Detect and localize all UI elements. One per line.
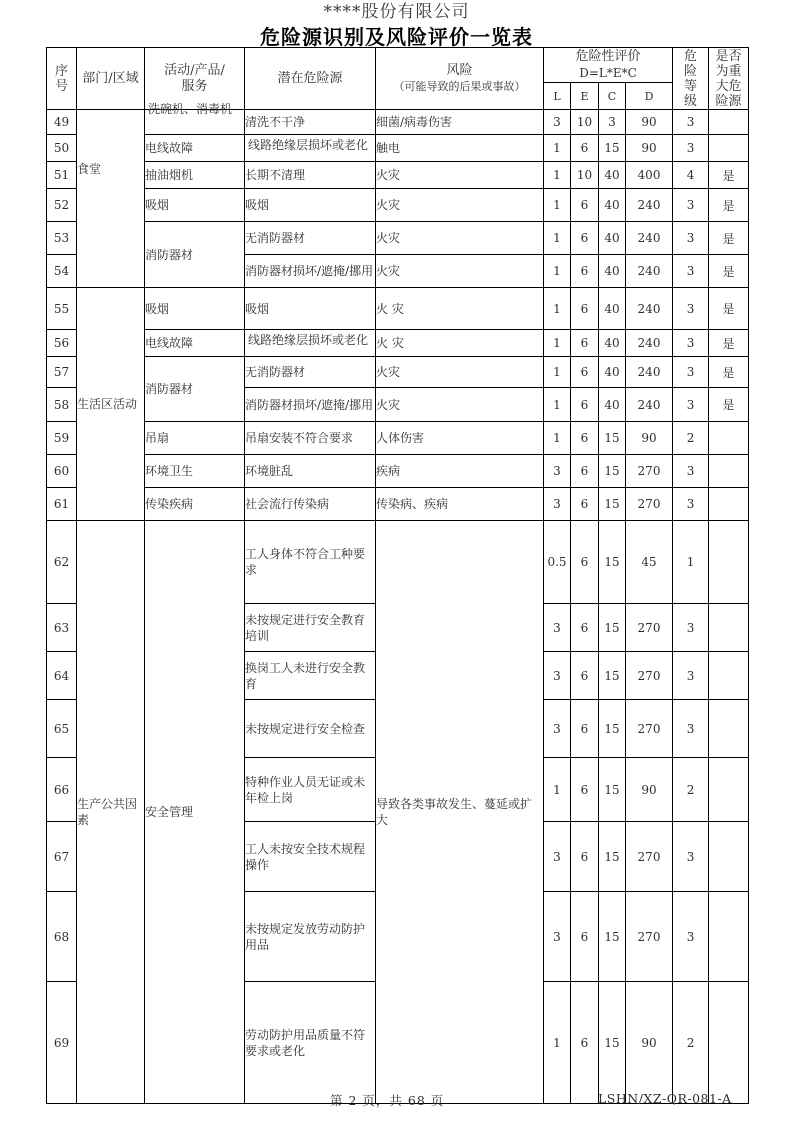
cell-C: 40 [599,255,626,288]
cell-major [709,455,749,488]
risk-assessment-table [46,47,749,1104]
cell-seq: 64 [47,652,77,700]
cell-hazard: 清洗不干净 [245,110,376,135]
cell-seq: 63 [47,604,77,652]
cell-E: 10 [571,110,599,135]
cell-major [709,982,749,1104]
cell-C: 15 [599,135,626,162]
cell-level: 3 [673,135,709,162]
cell-D: 90 [626,135,673,162]
cell-level: 3 [673,455,709,488]
cell-level: 3 [673,822,709,892]
col-header-E: E [571,83,599,110]
cell-D: 90 [626,422,673,455]
cell-L: 3 [544,110,571,135]
cell-seq: 65 [47,700,77,758]
cell-major [709,700,749,758]
cell-seq: 53 [47,222,77,255]
cell-E: 6 [571,189,599,222]
cell-C: 40 [599,330,626,357]
col-header-L: L [544,83,571,110]
cell-L: 3 [544,892,571,982]
cell-C: 15 [599,892,626,982]
cell-hazard: 无消防器材 [245,357,376,388]
cell-activity [145,102,245,135]
cell-dept-living-area: 生活区活动 [77,288,145,521]
cell-major [709,892,749,982]
cell-C: 15 [599,488,626,521]
cell-E: 6 [571,357,599,388]
cell-E: 6 [571,388,599,422]
cell-hazard: 长期不清理 [245,162,376,189]
cell-L: 1 [544,162,571,189]
col-header-hazard: 潜在危险源 [245,48,376,110]
cell-D: 240 [626,288,673,330]
cell-L: 3 [544,604,571,652]
cell-level: 3 [673,892,709,982]
cell-hazard: 未按规定进行安全教育培训 [245,604,376,652]
cell-activity: 消防器材 [145,222,245,288]
cell-risk: 火灾 [376,189,544,222]
cell-C: 15 [599,422,626,455]
cell-hazard: 特种作业人员无证或未年检上岗 [245,758,376,822]
col-header-D: D [626,83,673,110]
cell-activity: 电线故障 [145,135,245,162]
cell-hazard: 未按规定进行安全检查 [245,700,376,758]
cell-E: 6 [571,758,599,822]
cell-major: 是 [709,189,749,222]
cell-E: 6 [571,288,599,330]
cell-L: 1 [544,135,571,162]
cell-level: 3 [673,652,709,700]
table-row [47,455,749,488]
cell-D: 270 [626,822,673,892]
cell-major: 是 [709,330,749,357]
cell-level: 2 [673,422,709,455]
table-row [47,521,749,604]
cell-E: 6 [571,892,599,982]
cell-L: 3 [544,488,571,521]
cell-C: 40 [599,388,626,422]
cell-C: 15 [599,521,626,604]
cell-level: 3 [673,604,709,652]
hazard-label: 线路绝缘层损坏或老化 [248,138,369,152]
cell-risk: 火灾 [376,222,544,255]
cell-hazard: 环境脏乱 [245,455,376,488]
col-header-risk-sub: （可能导致的后果或事故） [393,80,526,93]
company-name: ****股份有限公司 [323,2,470,22]
cell-E: 6 [571,521,599,604]
cell-C: 15 [599,822,626,892]
cell-risk: 触电 [376,135,544,162]
cell-E: 6 [571,982,599,1104]
col-header-risk [376,48,544,110]
table-row [47,357,749,388]
cell-level: 3 [673,388,709,422]
cell-D: 270 [626,652,673,700]
cell-hazard [245,330,376,357]
cell-major: 是 [709,357,749,388]
cell-E: 6 [571,330,599,357]
cell-activity: 吸烟 [145,189,245,222]
cell-E: 10 [571,162,599,189]
cell-seq: 59 [47,422,77,455]
cell-E: 6 [571,135,599,162]
cell-hazard: 工人身体不符合工种要求 [245,521,376,604]
cell-risk: 疾病 [376,455,544,488]
cell-seq: 68 [47,892,77,982]
cell-risk: 人体伤害 [376,422,544,455]
cell-hazard: 消防器材损坏/遮掩/挪用 [245,388,376,422]
cell-seq: 57 [47,357,77,388]
cell-level: 3 [673,255,709,288]
cell-major [709,135,749,162]
col-header-seq: 序 号 [47,48,77,110]
footer-document-code: LSHN/XZ-QR-081-A [598,1091,732,1106]
cell-D: 240 [626,189,673,222]
cell-risk: 火灾 [376,255,544,288]
cell-risk: 火灾 [376,357,544,388]
hazard-label: 线路绝缘层损坏或老化 [248,333,369,347]
cell-activity: 消防器材 [145,357,245,422]
cell-D: 240 [626,357,673,388]
cell-seq: 58 [47,388,77,422]
cell-risk: 火 灾 [376,330,544,357]
cell-activity-safety-mgmt: 安全管理 [145,521,245,1104]
cell-D: 270 [626,700,673,758]
cell-D: 400 [626,162,673,189]
cell-seq: 60 [47,455,77,488]
col-header-evaluation [544,48,673,83]
cell-level: 2 [673,758,709,822]
cell-activity: 传染疾病 [145,488,245,521]
col-header-major: 是否 为重 大危 险源 [709,48,749,110]
evaluation-formula: D=L*E*C [579,65,637,80]
table-row [47,135,749,162]
cell-E: 6 [571,422,599,455]
cell-L: 1 [544,388,571,422]
cell-hazard: 消防器材损坏/遮掩/挪用 [245,255,376,288]
cell-dept-production: 生产公共因素 [77,521,145,1104]
evaluation-label: 危险性评价 [575,48,641,64]
table-row [47,488,749,521]
cell-major [709,521,749,604]
cell-D: 90 [626,982,673,1104]
cell-L: 3 [544,652,571,700]
cell-level: 3 [673,222,709,255]
cell-C: 15 [599,604,626,652]
cell-activity: 吸烟 [145,288,245,330]
cell-hazard: 吊扇安装不符合要求 [245,422,376,455]
cell-level: 3 [673,330,709,357]
cell-E: 6 [571,604,599,652]
cell-C: 15 [599,700,626,758]
cell-L: 0.5 [544,521,571,604]
cell-D: 270 [626,488,673,521]
cell-seq: 55 [47,288,77,330]
cell-C: 40 [599,357,626,388]
col-header-risk-main: 风险 [446,63,473,78]
cell-major [709,422,749,455]
cell-level: 4 [673,162,709,189]
cell-E: 6 [571,652,599,700]
cell-activity: 抽油烟机 [145,162,245,189]
cell-D: 90 [626,110,673,135]
cell-level: 3 [673,189,709,222]
cell-L: 1 [544,357,571,388]
col-header-level: 危 险 等 级 [673,48,709,110]
col-header-dept: 部门/区域 [77,48,145,110]
cell-major: 是 [709,162,749,189]
table-row [47,162,749,189]
cell-D: 45 [626,521,673,604]
cell-activity: 电线故障 [145,330,245,357]
table-row [47,288,749,330]
cell-D: 90 [626,758,673,822]
cell-risk: 火灾 [376,162,544,189]
cell-activity: 吊扇 [145,422,245,455]
cell-L: 1 [544,255,571,288]
table-row [47,422,749,455]
cell-C: 40 [599,222,626,255]
cell-E: 6 [571,222,599,255]
cell-hazard: 换岗工人未进行安全教育 [245,652,376,700]
cell-level: 3 [673,488,709,521]
header-row-1 [47,48,749,83]
cell-L: 1 [544,330,571,357]
cell-L: 1 [544,189,571,222]
cell-seq: 51 [47,162,77,189]
page-title: 危险源识别及风险评价一览表 [260,25,533,49]
cell-C: 15 [599,652,626,700]
cell-major [709,822,749,892]
table-body [47,102,749,1104]
cell-major [709,110,749,135]
cell-major [709,604,749,652]
cell-level: 3 [673,357,709,388]
cell-risk: 传染病、疾病 [376,488,544,521]
cell-L: 3 [544,700,571,758]
cell-hazard [245,135,376,162]
col-header-C: C [599,83,626,110]
cell-major [709,758,749,822]
cell-seq: 62 [47,521,77,604]
cell-seq: 49 [47,110,77,135]
cell-major: 是 [709,288,749,330]
cell-E: 6 [571,488,599,521]
cell-seq: 66 [47,758,77,822]
cell-level: 3 [673,110,709,135]
cell-D: 240 [626,388,673,422]
cell-hazard: 社会流行传染病 [245,488,376,521]
cell-dept-canteen [77,110,145,288]
cell-seq: 61 [47,488,77,521]
cell-major: 是 [709,222,749,255]
cell-L: 3 [544,455,571,488]
cell-D: 240 [626,255,673,288]
cell-hazard: 工人未按安全技术规程操作 [245,822,376,892]
cell-L: 1 [544,222,571,255]
cell-hazard: 吸烟 [245,288,376,330]
activity-label-clipped: 洗碗机、消毒机 [148,102,233,116]
table-row [47,110,749,135]
cell-D: 270 [626,604,673,652]
cell-E: 6 [571,700,599,758]
cell-major [709,488,749,521]
cell-hazard: 吸烟 [245,189,376,222]
cell-risk: 火 灾 [376,288,544,330]
cell-level: 3 [673,288,709,330]
cell-hazard: 劳动防护用品质量不符要求或老化 [245,982,376,1104]
cell-hazard: 无消防器材 [245,222,376,255]
cell-C: 15 [599,758,626,822]
cell-E: 6 [571,822,599,892]
cell-major [709,652,749,700]
col-header-activity: 活动/产品/ 服务 [145,48,245,110]
cell-E: 6 [571,455,599,488]
cell-C: 15 [599,982,626,1104]
cell-seq: 56 [47,330,77,357]
cell-hazard: 未按规定发放劳动防护用品 [245,892,376,982]
cell-C: 40 [599,189,626,222]
cell-risk: 火灾 [376,388,544,422]
cell-level: 2 [673,982,709,1104]
cell-D: 240 [626,330,673,357]
cell-E: 6 [571,255,599,288]
cell-D: 270 [626,892,673,982]
table-row [47,222,749,255]
cell-D: 240 [626,222,673,255]
cell-seq: 52 [47,189,77,222]
title-block [0,0,793,50]
cell-seq: 69 [47,982,77,1104]
cell-C: 40 [599,162,626,189]
cell-L: 3 [544,822,571,892]
footer-page-number: 第 2 页，共 68 页 [330,1093,445,1108]
cell-seq: 54 [47,255,77,288]
cell-major: 是 [709,388,749,422]
table-row [47,189,749,222]
cell-C: 3 [599,110,626,135]
cell-L: 1 [544,288,571,330]
cell-risk: 细菌/病毒伤害 [376,110,544,135]
cell-L: 1 [544,982,571,1104]
dept-label: 食堂 [77,161,102,176]
cell-C: 40 [599,288,626,330]
cell-C: 15 [599,455,626,488]
cell-major: 是 [709,255,749,288]
cell-D: 270 [626,455,673,488]
cell-L: 1 [544,422,571,455]
cell-level: 1 [673,521,709,604]
cell-seq: 67 [47,822,77,892]
table-row [47,330,749,357]
cell-activity: 环境卫生 [145,455,245,488]
cell-risk-shared: 导致各类事故发生、蔓延或扩大 [376,521,544,1104]
cell-L: 1 [544,758,571,822]
cell-seq: 50 [47,135,77,162]
cell-level: 3 [673,700,709,758]
